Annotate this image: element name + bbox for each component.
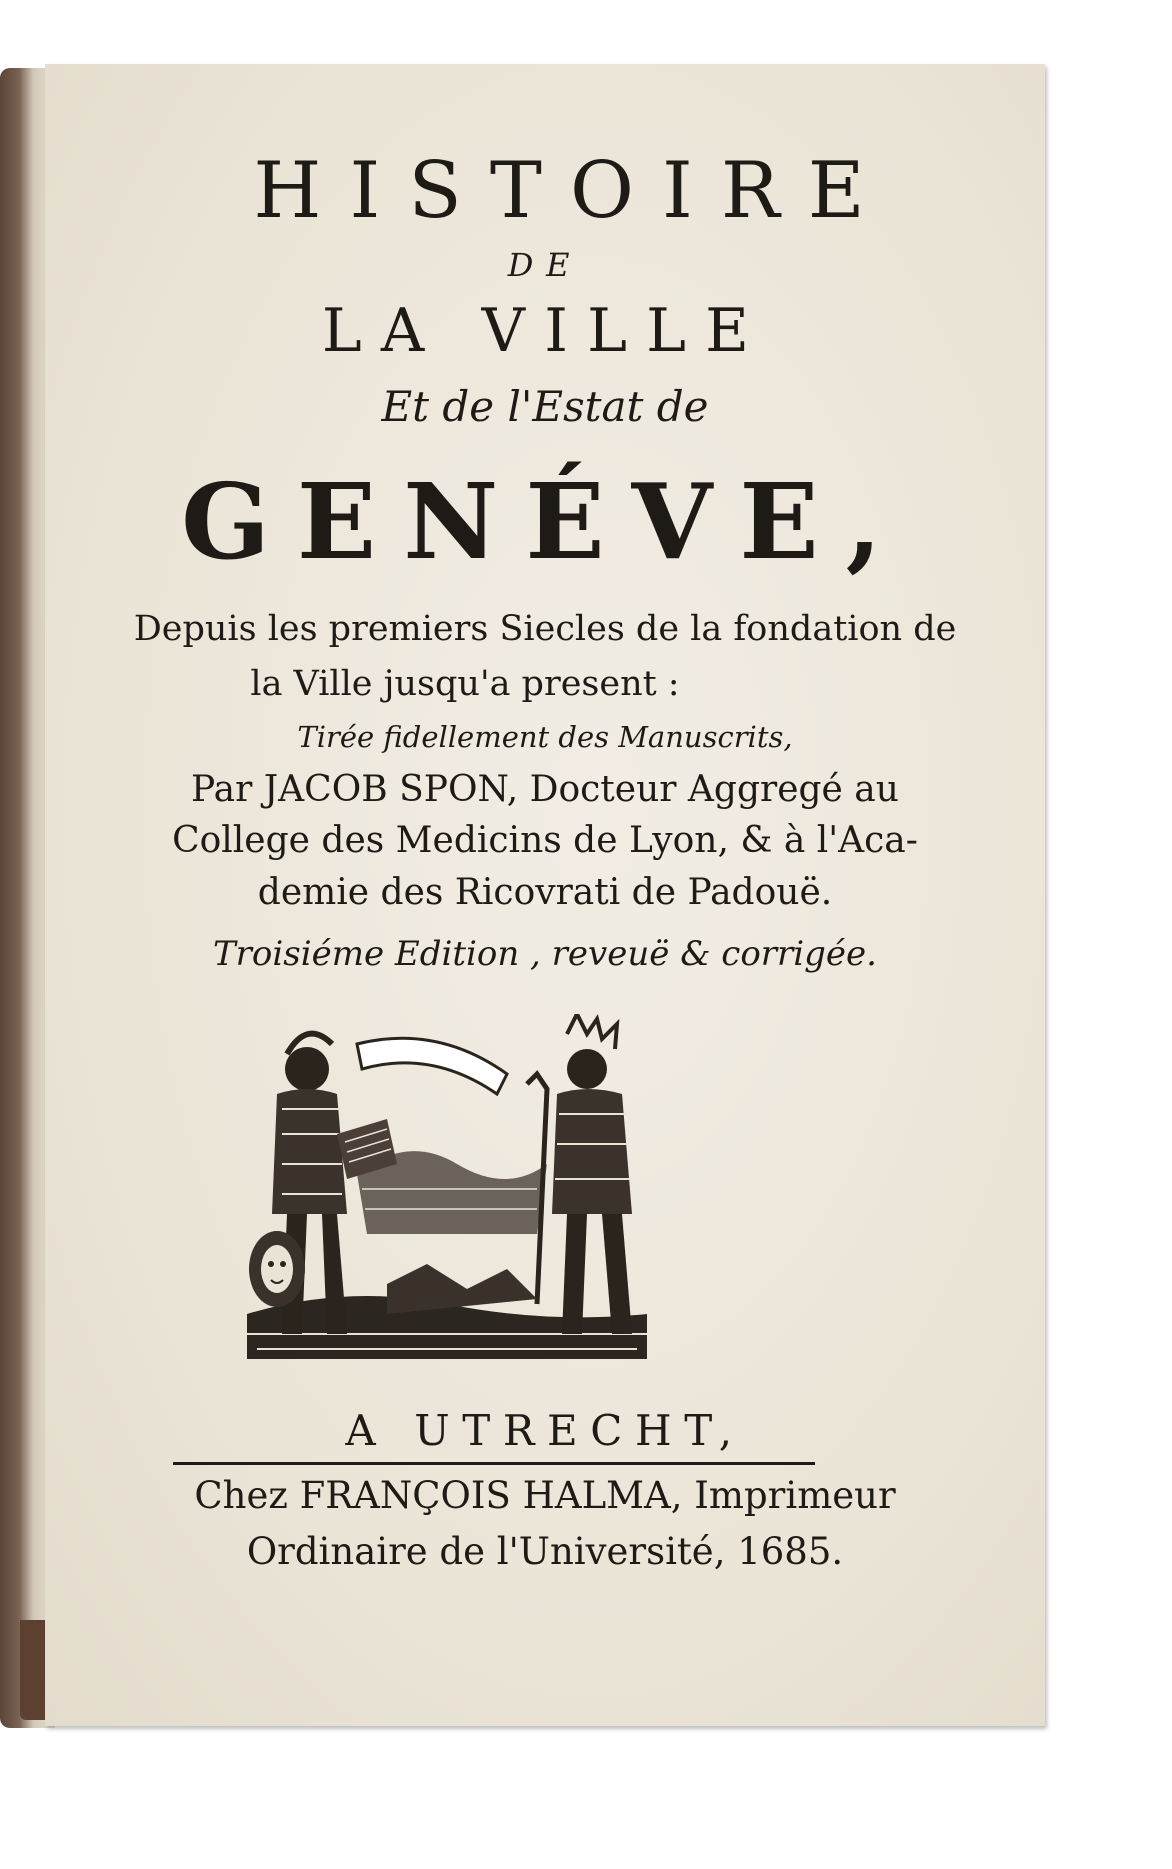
title-page	[45, 64, 1045, 1726]
author-line-2: College des Medicins de Lyon, & à l'Aca-	[172, 820, 918, 861]
imprint-university: Ordinaire de l'Université, 1685.	[246, 1530, 844, 1573]
title-la-ville: LA VILLE	[321, 296, 769, 366]
title-geneve: GENÉVE,	[181, 460, 909, 583]
ceres-figure	[527, 1014, 632, 1334]
imprint-city: A UTRECHT,	[345, 1406, 745, 1455]
title-histoire: HISTOIRE	[253, 146, 893, 236]
imprint-printer: Chez FRANÇOIS HALMA, Imprimeur	[194, 1474, 896, 1517]
minerva-figure	[249, 1034, 347, 1334]
edition-line: Troisiéme Edition , reveuë & corrigée.	[213, 934, 877, 974]
title-de: DE	[507, 246, 583, 284]
subtitle-line-2: la Ville jusqu'a present :	[250, 664, 680, 704]
author-line-1: Par JACOB SPON, Docteur Aggregé au	[191, 769, 899, 810]
printers-device-woodcut	[237, 1014, 657, 1374]
imprint-rule	[173, 1462, 815, 1465]
author-line-3: demie des Ricovrati de Padouë.	[257, 872, 833, 913]
source-line: Tirée fidellement des Manuscrits,	[297, 720, 793, 754]
title-estat: Et de l'Estat de	[381, 382, 709, 431]
subtitle-line-1: Depuis les premiers Siecles de la fondation de	[133, 609, 957, 649]
